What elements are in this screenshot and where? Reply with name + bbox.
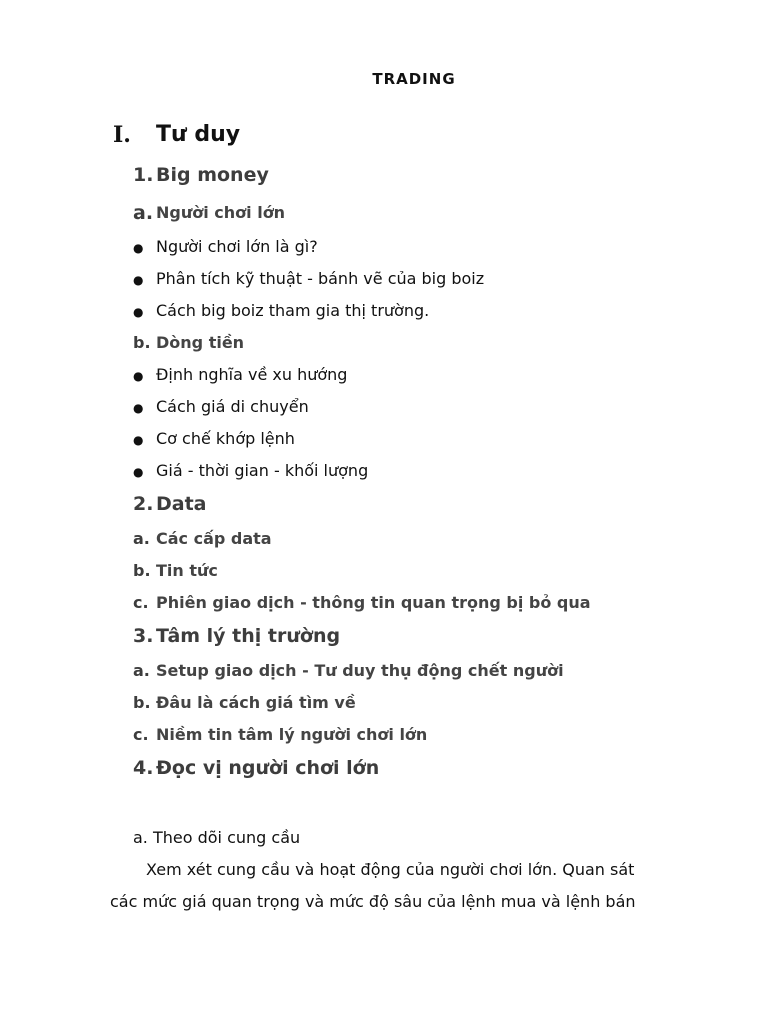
subsection-number: 1. [133, 164, 154, 186]
subsection-number: 2. [133, 493, 154, 515]
section-title: Tư duy [156, 122, 241, 147]
subsection-title: Data [156, 493, 207, 515]
document-title: TRADING [372, 70, 456, 88]
part-title: Các cấp data [156, 529, 272, 548]
subsection-title: Big money [156, 164, 269, 186]
subsection-title: Đọc vị người chơi lớn [156, 757, 380, 779]
body-paragraph-line: các mức giá quan trọng và mức độ sâu của lệnh mua và lệnh bán [110, 892, 636, 911]
part-title: Người chơi lớn [156, 203, 286, 222]
part-letter: a. [133, 661, 150, 680]
part-letter: b. [133, 561, 151, 580]
subsection-title: Tâm lý thị trường [156, 625, 341, 647]
body-item-label: a. Theo dõi cung cầu [133, 828, 301, 847]
part-letter: c. [133, 725, 149, 744]
bullet-icon: ● [133, 369, 144, 383]
part-title: Đâu là cách giá tìm về [156, 693, 356, 712]
part-letter: b. [133, 693, 151, 712]
part-letter: b. [133, 333, 151, 352]
part-letter: a. [133, 202, 154, 224]
list-item: Phân tích kỹ thuật - bánh vẽ của big boiz [156, 269, 485, 288]
bullet-icon: ● [133, 433, 144, 447]
bullet-icon: ● [133, 305, 144, 319]
subsection-number: 3. [133, 625, 154, 647]
part-title: Dòng tiền [156, 333, 245, 352]
list-item: Cách giá di chuyển [156, 397, 309, 416]
list-item: Giá - thời gian - khối lượng [156, 461, 369, 480]
section-number: I. [113, 122, 131, 148]
subsection-number: 4. [133, 757, 154, 779]
part-title: Niềm tin tâm lý người chơi lớn [156, 725, 428, 744]
list-item: Người chơi lớn là gì? [156, 237, 318, 256]
bullet-icon: ● [133, 401, 144, 415]
part-letter: a. [133, 529, 150, 548]
bullet-icon: ● [133, 273, 144, 287]
part-letter: c. [133, 593, 149, 612]
bullet-icon: ● [133, 241, 144, 255]
body-paragraph-line: Xem xét cung cầu và hoạt động của người chơi lớn. Quan sát [146, 860, 635, 879]
list-item: Định nghĩa về xu hướng [156, 365, 348, 384]
part-title: Tin tức [156, 561, 218, 580]
bullet-icon: ● [133, 465, 144, 479]
part-title: Phiên giao dịch - thông tin quan trọng bị bỏ qua [156, 593, 591, 612]
part-title: Setup giao dịch - Tư duy thụ động chết người [156, 661, 564, 680]
list-item: Cơ chế khớp lệnh [156, 429, 295, 448]
list-item: Cách big boiz tham gia thị trường. [156, 301, 430, 320]
